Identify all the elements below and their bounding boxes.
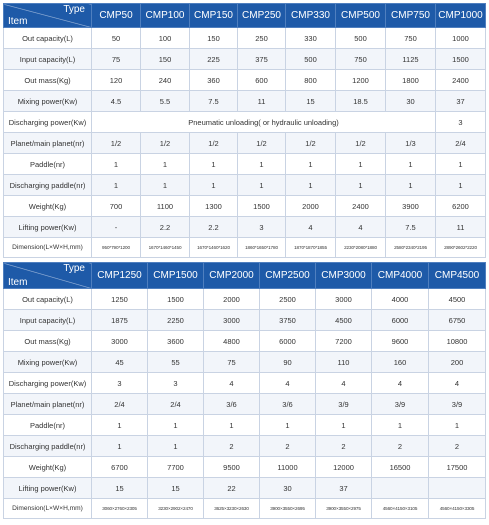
cell: 1300 xyxy=(190,196,238,217)
row-label: Input capacity(L) xyxy=(4,310,92,331)
cell: 2400 xyxy=(436,70,486,91)
cell: 3625×3230×2630 xyxy=(204,499,260,519)
cell: 45 xyxy=(92,352,148,373)
cell: 1 xyxy=(190,154,238,175)
row-label: Weight(Kg) xyxy=(4,196,92,217)
cell: 3/6 xyxy=(204,394,260,415)
cell: 1 xyxy=(204,415,260,436)
model-header: CMP330 xyxy=(286,4,336,28)
cell: 200 xyxy=(429,352,486,373)
table-row xyxy=(4,112,486,133)
cell: 3900×3550×2695 xyxy=(260,499,316,519)
cell: 4 xyxy=(316,373,372,394)
cell: 3900 xyxy=(386,196,436,217)
cell: 2580*2340*2195 xyxy=(386,238,436,258)
cell: 1 xyxy=(336,175,386,196)
table-row xyxy=(4,499,486,519)
table-row xyxy=(4,415,486,436)
table-row xyxy=(4,49,486,70)
cell: 1 xyxy=(141,154,190,175)
table-row xyxy=(4,352,486,373)
table-header-row xyxy=(4,263,486,289)
cell: 7200 xyxy=(316,331,372,352)
cell: 1 xyxy=(386,154,436,175)
row-label: Out mass(Kg) xyxy=(4,331,92,352)
cell xyxy=(372,478,429,499)
row-label: Out capacity(L) xyxy=(4,28,92,49)
cell: 1/2 xyxy=(190,133,238,154)
cell: 1/2 xyxy=(141,133,190,154)
cell: 120 xyxy=(92,70,141,91)
cell: 750 xyxy=(386,28,436,49)
cell: 6750 xyxy=(429,310,486,331)
cell: 1 xyxy=(336,154,386,175)
cell: 3/9 xyxy=(316,394,372,415)
cell: 1/2 xyxy=(92,133,141,154)
cell: 4 xyxy=(260,373,316,394)
table-row xyxy=(4,394,486,415)
model-header: CMP500 xyxy=(336,4,386,28)
model-header: CMP100 xyxy=(141,4,190,28)
cell: 4 xyxy=(204,373,260,394)
cell: 2 xyxy=(260,436,316,457)
cell: 55 xyxy=(148,352,204,373)
cell: 1125 xyxy=(386,49,436,70)
spec-table-large-models xyxy=(3,262,486,519)
cell: 2.2 xyxy=(141,217,190,238)
row-label: Discharging power(Kw) xyxy=(4,112,92,133)
cell: 5.5 xyxy=(141,91,190,112)
cell: 1/2 xyxy=(336,133,386,154)
row-label: Discharging paddle(nr) xyxy=(4,436,92,457)
table-row xyxy=(4,238,486,258)
cell: 360 xyxy=(190,70,238,91)
cell: 1200 xyxy=(336,70,386,91)
cell: 17500 xyxy=(429,457,486,478)
cell: 250 xyxy=(238,28,286,49)
cell: 2 xyxy=(316,436,372,457)
type-item-header xyxy=(4,263,92,289)
cell: 3000 xyxy=(92,331,148,352)
model-header: CMP2000 xyxy=(204,263,260,289)
cell: 2/4 xyxy=(92,394,148,415)
cell: 75 xyxy=(92,49,141,70)
cell: 1 xyxy=(436,175,486,196)
cell: 4560×4150×3305 xyxy=(429,499,486,519)
cell: 1 xyxy=(148,415,204,436)
table-row xyxy=(4,175,486,196)
cell: 2500 xyxy=(260,289,316,310)
cell: 6700 xyxy=(92,457,148,478)
cell: 375 xyxy=(238,49,286,70)
cell: 6200 xyxy=(436,196,486,217)
cell: 1000 xyxy=(436,28,486,49)
cell: 1870*1870*1855 xyxy=(286,238,336,258)
cell: 1 xyxy=(286,175,336,196)
model-header: CMP1250 xyxy=(92,263,148,289)
row-label: Paddle(nr) xyxy=(4,415,92,436)
cell: - xyxy=(92,217,141,238)
cell: 4 xyxy=(336,217,386,238)
row-label: Discharging power(Kw) xyxy=(4,373,92,394)
cell: 800 xyxy=(286,70,336,91)
cell: 6000 xyxy=(260,331,316,352)
cell: 2 xyxy=(429,436,486,457)
row-label: Dimension(L×W×H,mm) xyxy=(4,238,92,258)
cell: 1875 xyxy=(92,310,148,331)
model-header: CMP4000 xyxy=(372,263,429,289)
table-row xyxy=(4,331,486,352)
cell: 22 xyxy=(204,478,260,499)
cell: 4560×4150×3105 xyxy=(372,499,429,519)
cell: 1 xyxy=(316,415,372,436)
table-row xyxy=(4,289,486,310)
row-label: Planet/main planet(nr) xyxy=(4,394,92,415)
cell: 3000 xyxy=(204,310,260,331)
cell: 4500 xyxy=(316,310,372,331)
cell: 1 xyxy=(238,175,286,196)
cell: 15 xyxy=(286,91,336,112)
cell: 150 xyxy=(190,28,238,49)
cell: 4000 xyxy=(372,289,429,310)
cell: 37 xyxy=(316,478,372,499)
model-header: CMP750 xyxy=(386,4,436,28)
table-row xyxy=(4,91,486,112)
cell: 4800 xyxy=(204,331,260,352)
cell: 750 xyxy=(336,49,386,70)
item-label: Item xyxy=(8,16,28,27)
cell: 11 xyxy=(436,217,486,238)
cell: 1800 xyxy=(386,70,436,91)
cell: 12000 xyxy=(316,457,372,478)
row-label: Out capacity(L) xyxy=(4,289,92,310)
table-row xyxy=(4,478,486,499)
cell: 500 xyxy=(336,28,386,49)
cell: 1500 xyxy=(436,49,486,70)
table-row xyxy=(4,133,486,154)
cell: 4 xyxy=(372,373,429,394)
cell: 9500 xyxy=(204,457,260,478)
cell: 18.5 xyxy=(336,91,386,112)
row-label: Input capacity(L) xyxy=(4,49,92,70)
item-label: Item xyxy=(8,277,28,288)
table-row xyxy=(4,154,486,175)
row-label: Lifting power(Kw) xyxy=(4,217,92,238)
cell: 2000 xyxy=(286,196,336,217)
table-row xyxy=(4,70,486,91)
cell: 2890*2602*2220 xyxy=(436,238,486,258)
cell: 3230×2902×2470 xyxy=(148,499,204,519)
cell: 3/6 xyxy=(260,394,316,415)
model-header: CMP1000 xyxy=(436,4,486,28)
cell: 3 xyxy=(148,373,204,394)
cell: 1860*1650*1780 xyxy=(238,238,286,258)
cell: 4.5 xyxy=(92,91,141,112)
cell: 1500 xyxy=(238,196,286,217)
cell: 1 xyxy=(238,154,286,175)
row-label: Lifting power(Kw) xyxy=(4,478,92,499)
cell: 6000 xyxy=(372,310,429,331)
cell: 1 xyxy=(436,154,486,175)
row-label: Out mass(Kg) xyxy=(4,70,92,91)
cell: 3 xyxy=(238,217,286,238)
cell: 1 xyxy=(190,175,238,196)
cell: 15 xyxy=(148,478,204,499)
cell: 2/4 xyxy=(436,133,486,154)
type-label: Type xyxy=(63,4,85,15)
cell: 7.5 xyxy=(190,91,238,112)
cell: 1/2 xyxy=(286,133,336,154)
cell: 10800 xyxy=(429,331,486,352)
cell: 240 xyxy=(141,70,190,91)
cell: 9600 xyxy=(372,331,429,352)
cell: 75 xyxy=(204,352,260,373)
cell: 1670*1460*1450 xyxy=(141,238,190,258)
row-label: Planet/main planet(nr) xyxy=(4,133,92,154)
model-header: CMP2500 xyxy=(260,263,316,289)
model-header: CMP1500 xyxy=(148,263,204,289)
cell: 3/9 xyxy=(372,394,429,415)
cell: 150 xyxy=(141,49,190,70)
cell: 7.5 xyxy=(386,217,436,238)
cell: 1 xyxy=(260,415,316,436)
model-header: CMP3000 xyxy=(316,263,372,289)
cell: 1 xyxy=(386,175,436,196)
cell: 16500 xyxy=(372,457,429,478)
cell: 1 xyxy=(92,175,141,196)
cell: 700 xyxy=(92,196,141,217)
cell: 1 xyxy=(148,436,204,457)
cell: 15 xyxy=(92,478,148,499)
cell: 600 xyxy=(238,70,286,91)
cell: 2/4 xyxy=(148,394,204,415)
cell: 3060×2760×2305 xyxy=(92,499,148,519)
cell: 160 xyxy=(372,352,429,373)
cell xyxy=(429,478,486,499)
type-label: Type xyxy=(63,263,85,274)
cell: 90 xyxy=(260,352,316,373)
table-header-row xyxy=(4,4,486,28)
spec-table-small-models xyxy=(3,3,486,258)
row-label: Mixing power(Kw) xyxy=(4,352,92,373)
cell: 11000 xyxy=(260,457,316,478)
cell: 11 xyxy=(238,91,286,112)
cell: 1 xyxy=(372,415,429,436)
cell: 50 xyxy=(92,28,141,49)
model-header: CMP50 xyxy=(92,4,141,28)
cell: 4 xyxy=(286,217,336,238)
model-header: CMP4500 xyxy=(429,263,486,289)
cell: 2400 xyxy=(336,196,386,217)
cell: 110 xyxy=(316,352,372,373)
cell: 2250 xyxy=(148,310,204,331)
cell: 2 xyxy=(372,436,429,457)
cell: 2 xyxy=(204,436,260,457)
cell: 3600 xyxy=(148,331,204,352)
cell: 3000 xyxy=(316,289,372,310)
cell: 30 xyxy=(386,91,436,112)
cell: 3/9 xyxy=(429,394,486,415)
type-item-header xyxy=(4,4,92,28)
table-row xyxy=(4,436,486,457)
table-row xyxy=(4,457,486,478)
cell: 1250 xyxy=(92,289,148,310)
cell: 1 xyxy=(92,415,148,436)
cell: 1 xyxy=(286,154,336,175)
cell: 2000 xyxy=(204,289,260,310)
cell: 1 xyxy=(429,415,486,436)
row-label: Mixing power(Kw) xyxy=(4,91,92,112)
cell: 3750 xyxy=(260,310,316,331)
table-row xyxy=(4,28,486,49)
cell: 2230*2080*1880 xyxy=(336,238,386,258)
table-row xyxy=(4,373,486,394)
row-label: Paddle(nr) xyxy=(4,154,92,175)
cell: 100 xyxy=(141,28,190,49)
cell: 3 xyxy=(92,373,148,394)
cell: 225 xyxy=(190,49,238,70)
cell: 30 xyxy=(260,478,316,499)
cell: 1670*1460*1620 xyxy=(190,238,238,258)
table-row xyxy=(4,310,486,331)
model-header: CMP250 xyxy=(238,4,286,28)
cell: 1/3 xyxy=(386,133,436,154)
table-row xyxy=(4,217,486,238)
cell: 1500 xyxy=(148,289,204,310)
row-label: Discharging paddle(nr) xyxy=(4,175,92,196)
cell: 1 xyxy=(92,436,148,457)
merged-cell: Pneumatic unloading( or hydraulic unloading) xyxy=(92,112,436,133)
table-row xyxy=(4,196,486,217)
cell: 1 xyxy=(141,175,190,196)
cell: 1 xyxy=(92,154,141,175)
cell: 950*790*1200 xyxy=(92,238,141,258)
model-header: CMP150 xyxy=(190,4,238,28)
row-label: Weight(Kg) xyxy=(4,457,92,478)
cell: 4500 xyxy=(429,289,486,310)
cell: 1100 xyxy=(141,196,190,217)
cell: 500 xyxy=(286,49,336,70)
cell: 3 xyxy=(436,112,486,133)
cell: 3900×3550×2975 xyxy=(316,499,372,519)
row-label: Dimension(L×W×H,mm) xyxy=(4,499,92,519)
cell: 37 xyxy=(436,91,486,112)
cell: 1/2 xyxy=(238,133,286,154)
cell: 2.2 xyxy=(190,217,238,238)
cell: 4 xyxy=(429,373,486,394)
cell: 7700 xyxy=(148,457,204,478)
cell: 330 xyxy=(286,28,336,49)
